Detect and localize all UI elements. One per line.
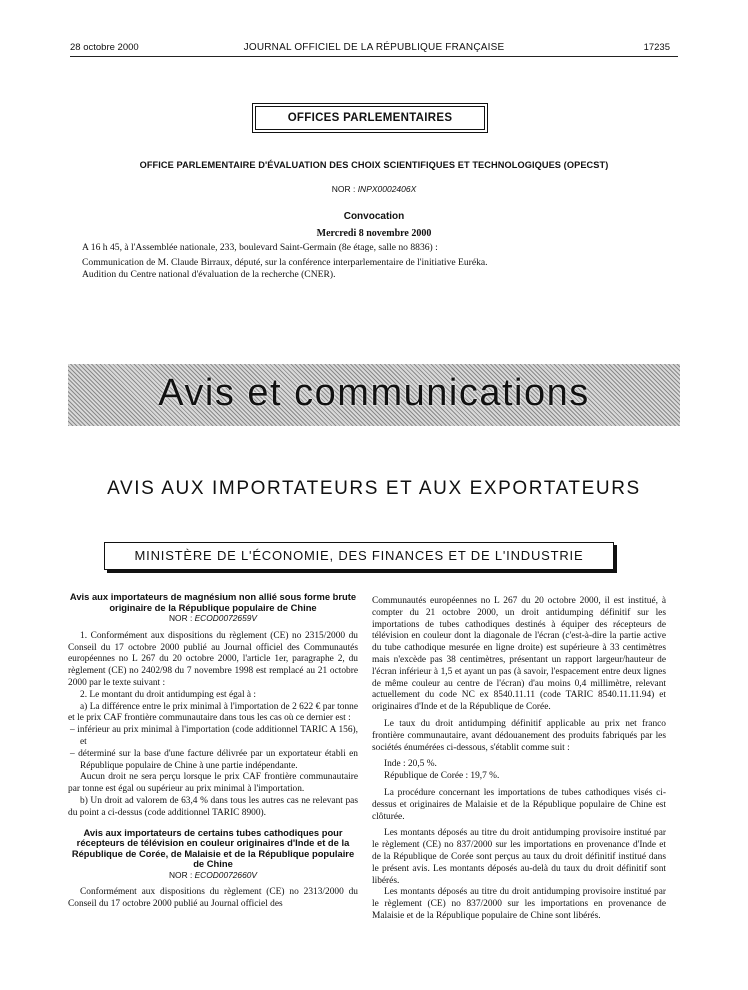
right-column xyxy=(372,596,666,923)
notice1-list-item-2: – déterminé sur la base d'une facture délivrée par un exportateur établi en République populaire de Chine à une partie indépendante. xyxy=(70,748,358,771)
notice2-paragraph-2: Communautés européennes no L 267 du 20 octobre 2000, il est institué, à compter du 21 octobre 2000, un droit antidumping définitif sur les importations de tubes cathodiques destinés à équiper des récepteurs de télévision en couleur dont la diagonale de l'écran (c'est-à-dire la partie active du tube cathodique mesurée en ligne droite) est supérieure à 33 centimètres mais n'excède pas 38 centimètres, présentant un rapport largeur/hauteur de l'écran inférieur à 1,5 et ayant un pas (à savoir, l'espacement entre deux lignes de même couleur au centre de l'écran) d'au moins 0,4 millimètre, relevant actuellement du code NC ex 8540.11.11 (code TARIC 8540.11.11.94) et originaires d'Inde et de la République de Corée. xyxy=(372,596,666,713)
convocation-heading: Convocation xyxy=(343,211,405,222)
notice2-paragraph-6: Les montants déposés au titre du droit antidumping provisoire institué par le règlement (CE) no 837/2000 sur les importations en provenance de Malaisie et de la République populaire de Chine sont libérés. xyxy=(372,887,666,921)
notice1-paragraph-5: b) Un droit ad valorem de 63,4 % dans tous les autres cas ne relevant pas du point a ci-dessus (code additionnel TARIC 8900). xyxy=(68,795,358,818)
page-number: 17235 xyxy=(643,42,670,53)
ministry-box: MINISTÈRE DE L'ÉCONOMIE, DES FINANCES ET DE L'INDUSTRIE xyxy=(104,542,614,570)
notice1-nor-label: NOR : xyxy=(169,613,193,623)
notice2-paragraph-5: Les montants déposés au titre du droit antidumping provisoire institué par le règlement (CE) no 837/2000 sur les importations en provenance d'Inde et de la République de Corée sont perçus au taux du droit définitif institué dans le présent avis. Les montants déposés au-delà du taux du droit définitif sont libérés. xyxy=(372,828,666,886)
rate-inde: Inde : 20,5 %. xyxy=(384,759,437,770)
notice2-nor-label: NOR : xyxy=(169,869,193,880)
nor-code: INPX0002406X xyxy=(357,184,417,194)
header-rule xyxy=(70,56,678,57)
notice2-title: Avis aux importateurs de certains tubes cathodiques pour récepteurs de télévision en couleur originaires d'Inde et de la République de Corée, de Malaisie et de la République populaire de Chine xyxy=(71,826,355,870)
header-date: 28 octobre 2000 xyxy=(70,42,139,53)
notice2-paragraph-4: La procédure concernant les importations de tubes cathodiques visés ci-dessus et originaires de Malaisie et de la République populaire de Chine est clôturée. xyxy=(372,787,666,822)
journal-title: JOURNAL OFFICIEL DE LA RÉPUBLIQUE FRANÇAISE xyxy=(243,42,505,53)
notice1-title: Avis aux importateurs de magnésium non allié sous forme brute originaire de la République populaire de Chine xyxy=(69,591,357,613)
convocation-date: Mercredi 8 novembre 2000 xyxy=(316,228,432,239)
notice1-list-item-1: – inférieur au prix minimal à l'importation (code additionnel TARIC A 156), et xyxy=(70,725,358,747)
convocation-line-1: A 16 h 45, à l'Assemblée nationale, 233, boulevard Saint-Germain (8e étage, salle no 8836) : xyxy=(82,242,438,253)
notice1-nor-code: ECOD0072659V xyxy=(194,613,257,623)
section-title: AVIS AUX IMPORTATEURS ET AUX EXPORTATEURS xyxy=(107,478,641,499)
left-column xyxy=(68,592,358,911)
notice1-paragraph-1: 1. Conformément aux dispositions du règlement (CE) no 2315/2000 du Conseil du 17 octobre 2000 publié au Journal officiel des Communautés européennes no L 267 du 20 octobre 2000, l'article 1er, paragraphe 2, du règlement (CE) no 2402/98 du 7 novembre 1998 est remplacé au 21 octobre 2000 par le texte suivant : xyxy=(68,630,358,688)
banner-title: Avis et communications xyxy=(158,372,590,414)
rate-coree: République de Corée : 19,7 %. xyxy=(384,771,500,782)
notice2-paragraph-3: Le taux du droit antidumping définitif applicable au prix net franco frontière communautaire, avant dédouanement des produits fabriqués par les sociétés énumérées ci-dessous, s'établit comme suit : xyxy=(372,718,666,753)
nor-label: NOR : xyxy=(331,184,356,194)
offices-box-title: OFFICES PARLEMENTAIRES xyxy=(255,106,485,130)
notice1-paragraph-3: a) La différence entre le prix minimal à l'importation de 2 622 € par tonne et le prix CAF frontière communautaire dans tous les cas où ce dernier est : xyxy=(68,701,358,724)
convocation-line-3: Audition du Centre national d'évaluation de la recherche (CNER). xyxy=(82,269,336,280)
convocation-line-2: Communication de M. Claude Birraux, député, sur la conférence interparlementaire de l'initiative Euréka. xyxy=(82,257,488,268)
notice1-paragraph-2: 2. Le montant du droit antidumping est égal à : xyxy=(80,689,257,700)
notice1-nor xyxy=(68,613,358,625)
notice2-nor xyxy=(68,870,358,882)
notice2-paragraph-1: Conformément aux dispositions du règlement (CE) no 2313/2000 du Conseil du 17 octobre 2000 publié au Journal officiel des xyxy=(68,887,358,910)
office-name: OFFICE PARLEMENTAIRE D'ÉVALUATION DES CHOIX SCIENTIFIQUES ET TECHNOLOGIQUES (OPECST) xyxy=(139,160,609,170)
notice2-nor-code: ECOD0072660V xyxy=(194,869,257,880)
nor-line xyxy=(0,184,748,194)
notice1-paragraph-4: Aucun droit ne sera perçu lorsque le prix CAF frontière communautaire par tonne est égal ou supérieur au prix minimal à l'importation. xyxy=(68,772,358,795)
